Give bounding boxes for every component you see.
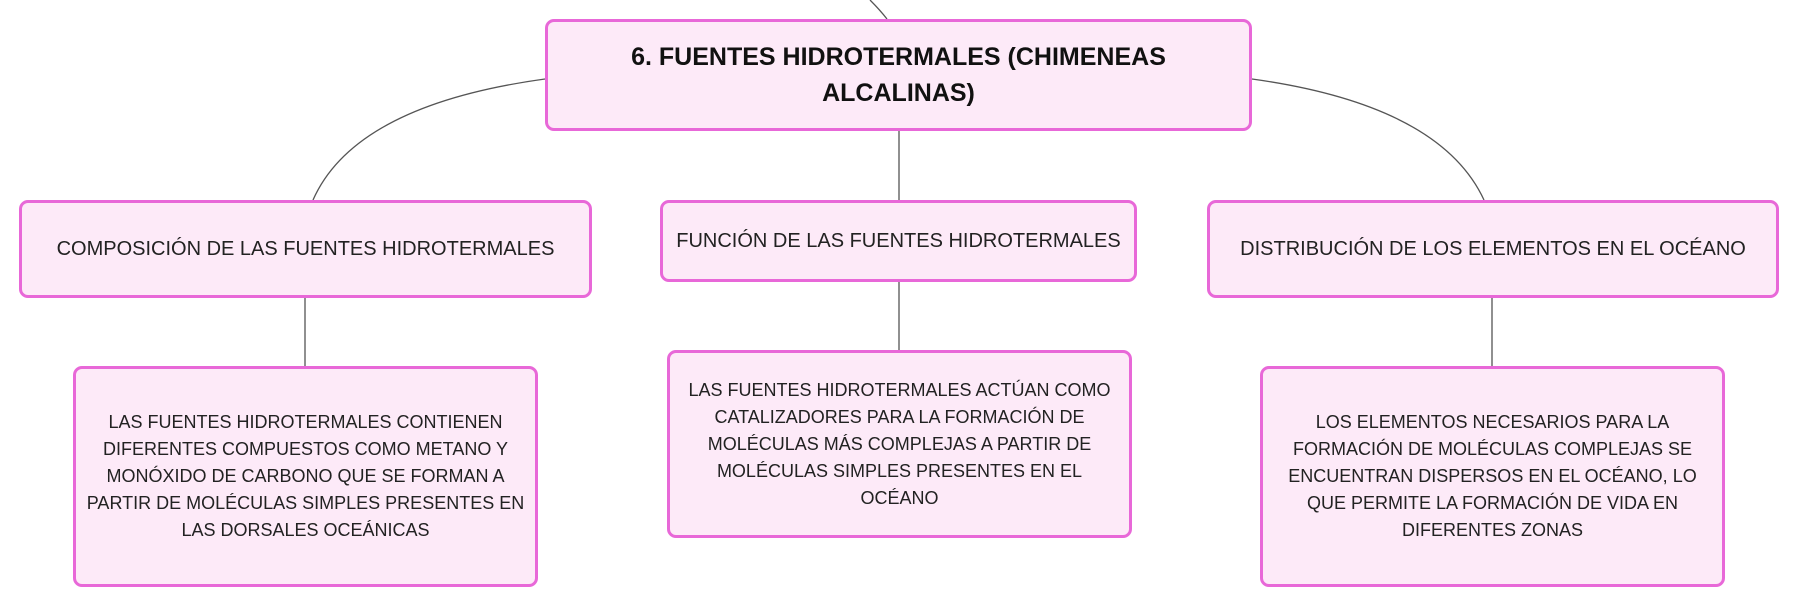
- branch-node-funcion[interactable]: [660, 200, 1137, 282]
- root-topic-label: 6. FUENTES HIDROTERMALES (CHIMENEAS ALCALINAS): [631, 43, 1166, 107]
- detail-node-distribucion[interactable]: [1260, 366, 1725, 587]
- branch-label-composicion: COMPOSICIÓN DE LAS FUENTES HIDROTERMALES: [56, 238, 555, 260]
- branch-label-funcion: FUNCIÓN DE LAS FUENTES HIDROTERMALES: [676, 230, 1121, 252]
- detail-node-composicion[interactable]: [73, 366, 538, 587]
- connector-root-to-composicion: [313, 79, 545, 200]
- branch-node-distribucion[interactable]: [1207, 200, 1779, 298]
- detail-text-distribucion: LOS ELEMENTOS NECESARIOS PARA LA FORMACIÓN DE MOLÉCULAS COMPLEJAS SE ENCUENTRAN DISPERSOS EN EL OCÉANO, LO QUE PERMITE LA FORMACIÓN DE VIDA EN DIFERENTES ZONAS: [1288, 412, 1697, 540]
- detail-text-funcion: LAS FUENTES HIDROTERMALES ACTÚAN COMO CATALIZADORES PARA LA FORMACIÓN DE MOLÉCULAS MÁS COMPLEJAS A PARTIR DE MOLÉCULAS SIMPLES PRESENTES EN EL OCÉANO: [688, 379, 1111, 508]
- detail-node-funcion[interactable]: [667, 350, 1132, 538]
- detail-text-composicion: LAS FUENTES HIDROTERMALES CONTIENEN DIFERENTES COMPUESTOS COMO METANO Y MONÓXIDO DE CARBONO QUE SE FORMAN A PARTIR DE MOLÉCULAS SIMPLES PRESENTES EN LAS DORSALES OCEÁNICAS: [86, 412, 525, 540]
- branch-label-distribucion: DISTRIBUCIÓN DE LOS ELEMENTOS EN EL OCÉANO: [1240, 238, 1746, 260]
- root-topic-node[interactable]: [545, 19, 1252, 131]
- connector-root-to-distribucion: [1252, 79, 1484, 200]
- connector-to-parent: [870, 0, 887, 19]
- branch-node-composicion[interactable]: [19, 200, 592, 298]
